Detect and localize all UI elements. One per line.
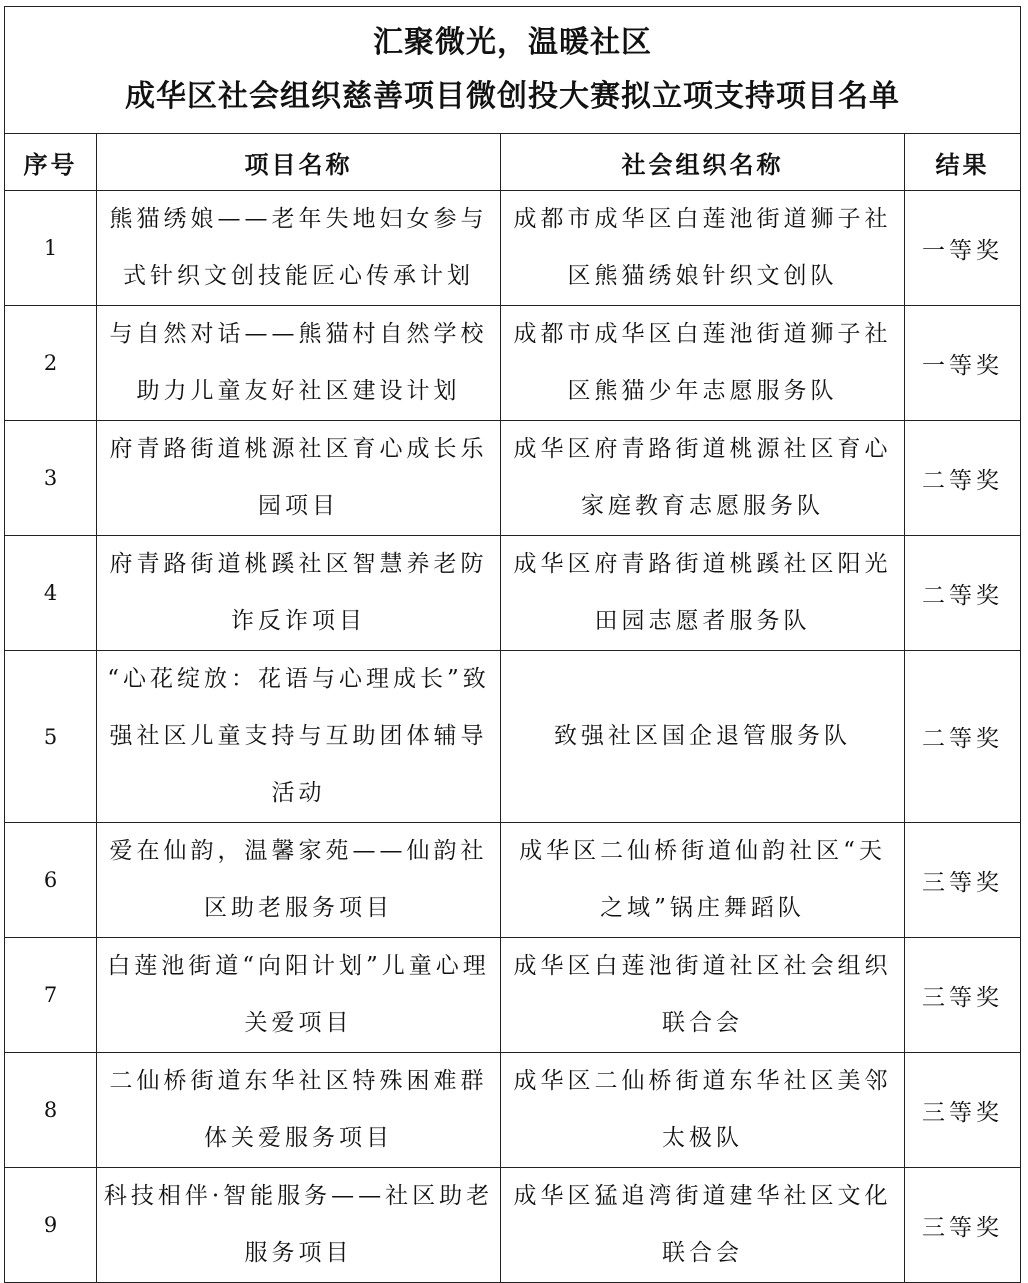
row-index: 6	[5, 823, 97, 938]
row-organization: 致强社区国企退管服务队	[501, 651, 905, 823]
row-project: 熊猫绣娘——老年失地妇女参与式针织文创技能匠心传承计划	[97, 191, 501, 306]
row-organization: 成华区白莲池街道社区社会组织联合会	[501, 938, 905, 1053]
title-row	[5, 7, 1021, 134]
table-row	[5, 651, 1021, 823]
table-row	[5, 1168, 1021, 1283]
row-project: 科技相伴·智能服务——社区助老服务项目	[97, 1168, 501, 1283]
row-project: 与自然对话——熊猫村自然学校助力儿童友好社区建设计划	[97, 306, 501, 421]
title-line-2: 成华区社会组织慈善项目微创投大赛拟立项支持项目名单	[125, 79, 900, 114]
row-index: 7	[5, 938, 97, 1053]
row-result: 二等奖	[905, 536, 1021, 651]
row-result: 三等奖	[905, 1053, 1021, 1168]
row-index: 8	[5, 1053, 97, 1168]
row-index: 5	[5, 651, 97, 823]
row-result: 二等奖	[905, 651, 1021, 823]
row-project: 爱在仙韵，温馨家苑——仙韵社区助老服务项目	[97, 823, 501, 938]
row-result: 二等奖	[905, 421, 1021, 536]
row-index: 2	[5, 306, 97, 421]
row-result: 三等奖	[905, 1168, 1021, 1283]
table-row	[5, 1053, 1021, 1168]
row-organization: 成都市成华区白莲池街道狮子社区熊猫绣娘针织文创队	[501, 191, 905, 306]
row-organization: 成华区府青路街道桃源社区育心家庭教育志愿服务队	[501, 421, 905, 536]
table-row	[5, 421, 1021, 536]
row-result: 一等奖	[905, 191, 1021, 306]
table-row	[5, 823, 1021, 938]
row-organization: 成华区猛追湾街道建华社区文化联合会	[501, 1168, 905, 1283]
row-index: 3	[5, 421, 97, 536]
table-row	[5, 191, 1021, 306]
row-index: 9	[5, 1168, 97, 1283]
row-index: 4	[5, 536, 97, 651]
row-project: 府青路街道桃源社区育心成长乐园项目	[97, 421, 501, 536]
header-result: 结果	[905, 134, 1021, 191]
row-organization: 成华区府青路街道桃蹊社区阳光田园志愿者服务队	[501, 536, 905, 651]
row-organization: 成华区二仙桥街道东华社区美邻太极队	[501, 1053, 905, 1168]
table-row	[5, 536, 1021, 651]
header-project: 项目名称	[97, 134, 501, 191]
row-project: “心花绽放：花语与心理成长”致强社区儿童支持与互助团体辅导活动	[97, 651, 501, 823]
project-list-table	[4, 6, 1021, 1283]
header-organization: 社会组织名称	[501, 134, 905, 191]
title-line-1: 汇聚微光，温暖社区	[373, 25, 652, 60]
row-result: 三等奖	[905, 823, 1021, 938]
header-index: 序号	[5, 134, 97, 191]
row-project: 府青路街道桃蹊社区智慧养老防诈反诈项目	[97, 536, 501, 651]
row-project: 白莲池街道“向阳计划”儿童心理关爱项目	[97, 938, 501, 1053]
row-index: 1	[5, 191, 97, 306]
table-row	[5, 938, 1021, 1053]
row-result: 一等奖	[905, 306, 1021, 421]
table-row	[5, 306, 1021, 421]
row-project: 二仙桥街道东华社区特殊困难群体关爱服务项目	[97, 1053, 501, 1168]
title-cell	[5, 7, 1021, 134]
row-organization: 成华区二仙桥街道仙韵社区“天之域”锅庄舞蹈队	[501, 823, 905, 938]
row-result: 三等奖	[905, 938, 1021, 1053]
header-row	[5, 134, 1021, 191]
row-organization: 成都市成华区白莲池街道狮子社区熊猫少年志愿服务队	[501, 306, 905, 421]
